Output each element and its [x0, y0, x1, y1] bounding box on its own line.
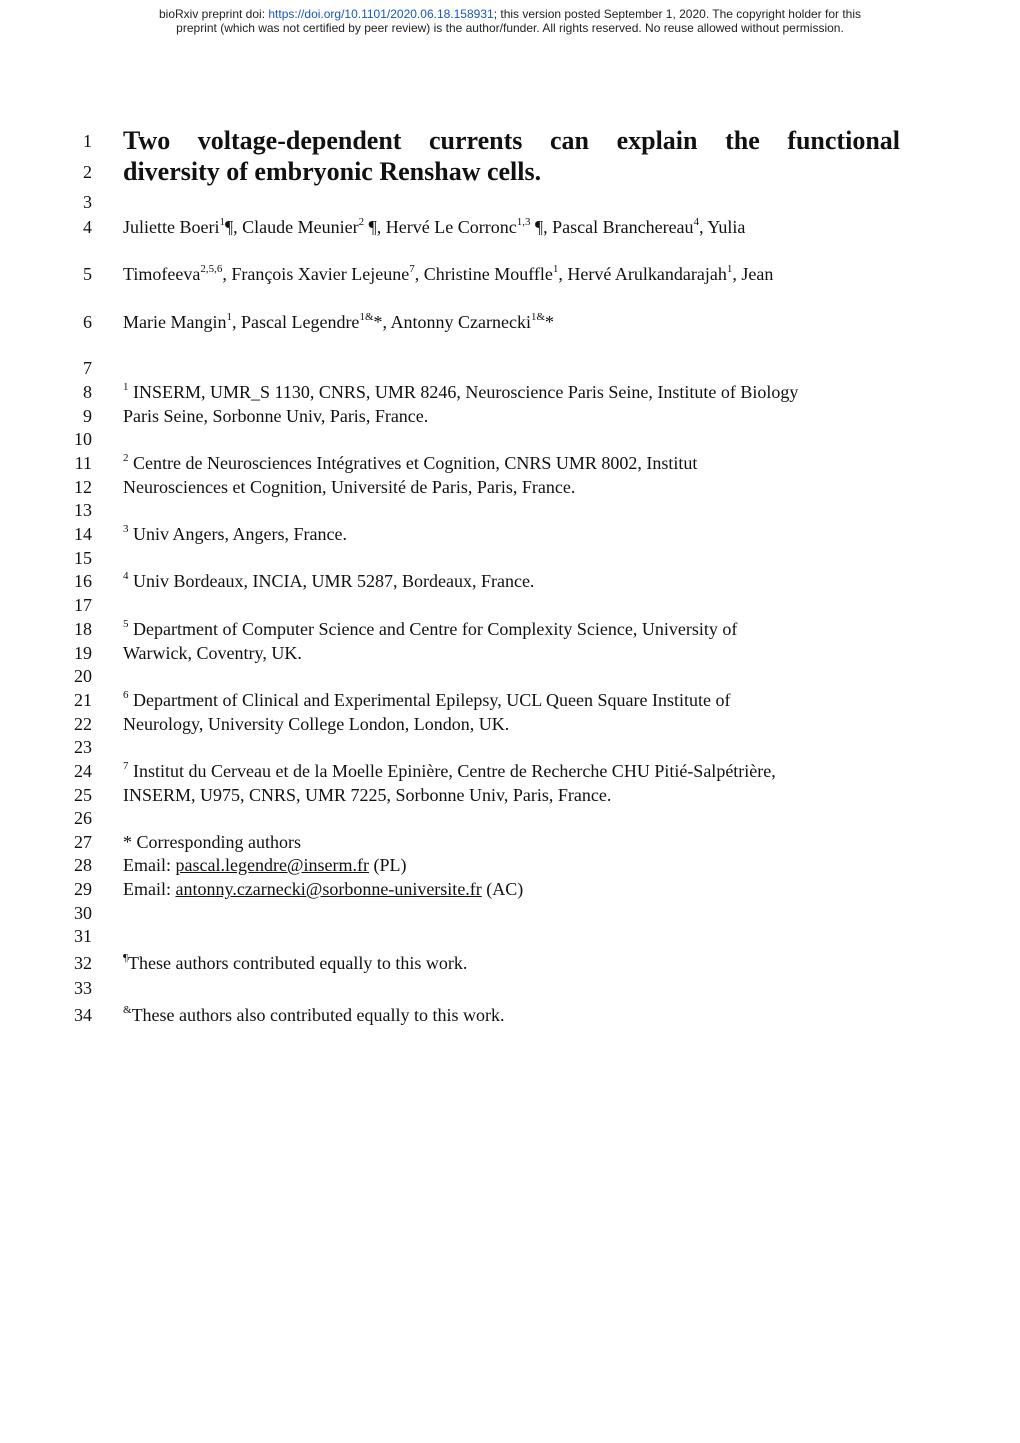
line-number: 3 [83, 192, 92, 212]
email-link-pl[interactable]: pascal.legendre@inserm.fr [175, 855, 369, 875]
line-number: 6 [83, 312, 92, 332]
affiliation-4: $^4$ Univ Bordeaux, INCIA, UMR 5287, Bordeaux, France. [123, 570, 535, 591]
affiliation-5-cont: Warwick, Coventry, UK. [123, 643, 302, 663]
author-line-2: Timofeeva$^{2,5,6}$, François Xavier Lejeune$^7$, Christine Mouffle$^1$, Hervé Arulkandarajah$^1$, Jean [123, 263, 774, 284]
line-number: 9 [83, 406, 92, 426]
line-number: 10 [74, 429, 92, 449]
line-number: 23 [74, 737, 92, 757]
line-number: 20 [74, 666, 92, 686]
line-number: 31 [74, 926, 92, 946]
line-number: 2 [83, 162, 92, 182]
author-line-1: Juliette Boeri$^1$¶, Claude Meunier$^2$ ¶, Hervé Le Corronc$^{1,3}$ ¶, Pascal Branchereau$^4$, Yulia [123, 216, 746, 237]
affiliation-6: $^6$ Department of Clinical and Experimental Epilepsy, UCL Queen Square Institute of [123, 689, 731, 710]
title-line-2: diversity of embryonic Renshaw cells. [123, 157, 542, 186]
line-number: 1 [83, 131, 92, 151]
line-number: 28 [74, 855, 92, 875]
author-line-3: Marie Mangin$^1$, Pascal Legendre$^{1\&}$*, Antonny Czarnecki$^{1\&}$* [123, 311, 555, 332]
line-number: 5 [83, 264, 92, 284]
equal-contribution-note: ¶These authors contributed equally to this work. [123, 952, 468, 973]
line-number: 4 [83, 217, 92, 237]
line-number: 12 [74, 477, 92, 497]
line-number: 8 [83, 382, 92, 402]
line-number: 13 [74, 500, 92, 520]
preprint-banner [0, 7, 1020, 35]
affiliation-6-cont: Neurology, University College London, London, UK. [123, 714, 510, 734]
line-number: 26 [74, 808, 92, 828]
line-number: 19 [74, 643, 92, 663]
line-number: 22 [74, 714, 92, 734]
corresponding-heading: * Corresponding authors [123, 832, 301, 852]
banner-line-1: bioRxiv preprint doi: https://doi.org/10.1101/2020.06.18.158931; this version posted September 1, 2020. The copyright holder for this [158, 7, 862, 21]
affiliation-1: $^1$ INSERM, UMR_S 1130, CNRS, UMR 8246, Neuroscience Paris Seine, Institute of Biology [123, 381, 799, 402]
line-number: 29 [74, 879, 92, 899]
banner-line-2: preprint (which was not certified by peer review) is the author/funder. All rights reserved. No reuse allowed without permission. [176, 21, 844, 35]
affiliation-7-cont: INSERM, U975, CNRS, UMR 7225, Sorbonne Univ, Paris, France. [123, 785, 612, 805]
line-number: 30 [74, 903, 92, 923]
line-number: 7 [83, 358, 92, 378]
paper-title [123, 125, 900, 187]
line-number: 24 [74, 761, 92, 781]
email-line-1: Email: pascal.legendre@inserm.fr (PL) [123, 855, 407, 875]
line-number: 16 [74, 571, 92, 591]
line-number: 34 [74, 1005, 92, 1025]
line-number: 27 [74, 832, 92, 852]
line-number: 18 [74, 619, 92, 639]
line-number: 11 [74, 453, 92, 473]
line-number: 21 [74, 690, 92, 710]
line-number: 32 [74, 953, 92, 973]
affiliation-3: $^3$ Univ Angers, Angers, France. [123, 523, 347, 544]
affiliation-2-cont: Neurosciences et Cognition, Université de Paris, Paris, France. [123, 477, 576, 497]
line-number: 33 [74, 978, 92, 998]
affiliation-7: $^7$ Institut du Cerveau et de la Moelle Epinière, Centre de Recherche CHU Pitié-Salpétrière, [123, 760, 776, 781]
affiliation-1-cont: Paris Seine, Sorbonne Univ, Paris, France. [123, 406, 429, 426]
doi-link[interactable]: https://doi.org/10.1101/2020.06.18.158931 [268, 7, 494, 21]
affiliation-2: $^2$ Centre de Neurosciences Intégratives et Cognition, CNRS UMR 8002, Institut [123, 452, 698, 473]
line-number: 15 [74, 548, 92, 568]
email-line-2: Email: antonny.czarnecki@sorbonne-universite.fr (AC) [123, 879, 524, 899]
also-equal-contribution-note: &These authors also contributed equally to this work. [123, 1004, 505, 1025]
line-number: 25 [74, 785, 92, 805]
email-link-ac[interactable]: antonny.czarnecki@sorbonne-universite.fr [175, 879, 482, 899]
affiliation-5: $^5$ Department of Computer Science and Centre for Complexity Science, University of [123, 618, 738, 639]
line-number: 14 [74, 524, 92, 544]
line-number: 17 [74, 595, 92, 615]
title-line-1: Two voltage-dependent currents can explain the functional [123, 126, 900, 155]
